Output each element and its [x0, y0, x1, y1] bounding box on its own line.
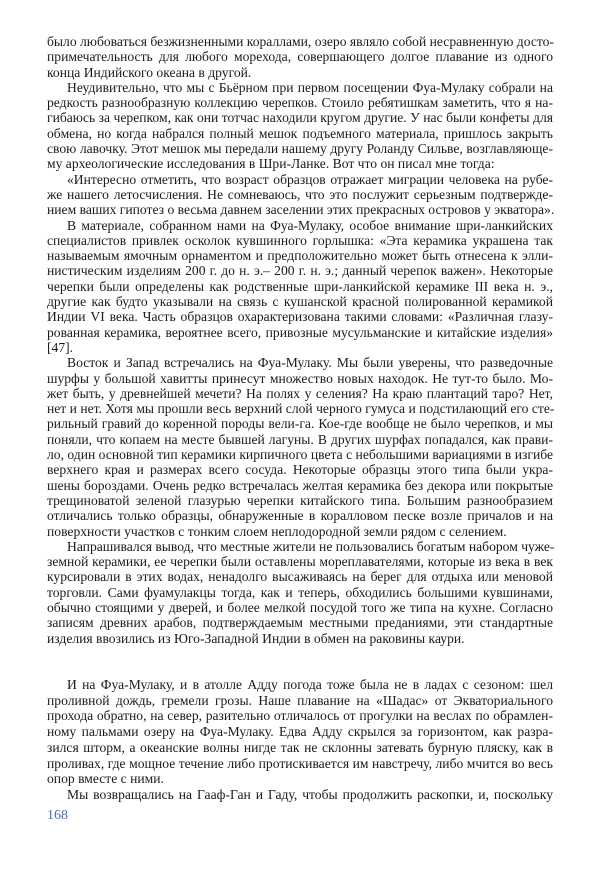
text-line: И на Фуа-Мулаку, и в атолле Адду погода тоже была не в ладах с сезоном: шел: [67, 677, 553, 692]
paragraph: [47, 677, 553, 787]
text-line: трещиноватой зеленой глазурью черепки китайского типа. Большим разнообразием: [47, 492, 553, 508]
text-line: конца Индийского океана в другой.: [47, 64, 252, 80]
text-line: прохода обратно, на север, разительно отличалось от прогулки на веслах по обрамлен-: [47, 708, 553, 724]
text-line: опор вместе с ними.: [47, 771, 164, 787]
page-number: 168: [47, 808, 68, 823]
text-line: черепки были определены как родственные шри-ланкийской керамике III века н. э.,: [47, 278, 553, 294]
text-line: примечательность для любого морехода, совершающего долгое плавание из одного: [47, 49, 553, 65]
text-line: обмена, но когда набрался полный мешок подъемного материала, пришлось закрыть: [47, 125, 553, 141]
paragraph: [47, 787, 553, 803]
text-line: нистическим изделиям 200 г. до н. э.– 200 г. н. э.; данный черепок важен». Некоторые: [47, 263, 553, 279]
paragraph: [47, 218, 553, 356]
text-line: свою лавочку. Этот мешок мы передали нашему другу Роланду Сильве, возглавляюще-: [47, 141, 553, 157]
text-line: жет быть, у древнейшей мечети? На полях у селения? На краю плантаций таро? Нет,: [47, 385, 553, 401]
text-line: редкость разнообразную коллекцию черепков. Стоило ребятишкам заметить, что я на-: [47, 95, 553, 111]
text-line: обычно стоящими у дверей, и более мелкой посудой того же типа на кухне. Согласно: [47, 599, 553, 615]
text-line: «Интересно отметить, что возраст образцов отражает миграции человека на рубе-: [67, 171, 553, 187]
text-line: Индии VI века. Часть образцов охарактеризована такими словами: «Различная глазу-: [47, 309, 553, 325]
text-line: было любоваться безжизненными кораллами, озеро являло собой несравненную досто-: [47, 34, 554, 49]
paragraph: [47, 34, 553, 80]
text-line: земной керамики, ее черепки были оставлены мореплавателями, которые из века в век: [47, 554, 553, 570]
text-line: проливной дождь, гремели грозы. Наше плавание на «Шадас» от Экваториального: [47, 692, 553, 708]
text-line: гибаюсь за черепком, как они тотчас находили кругом другие. У нас были конфеты для: [47, 110, 553, 126]
paragraph: [47, 355, 553, 539]
text-section-main: [47, 34, 553, 646]
text-line: нием ваших гипотез о весьма давнем заселении этих прекрасных островов у экватора».: [47, 202, 555, 218]
paragraph: [47, 539, 553, 646]
text-line: рованная керамика, вероятнее всего, привозные мусульманские и китайские изделия»: [47, 324, 553, 340]
text-line: нет и нет. Хотя мы прошли весь верхний слой черного гумуса и подстилающий его сте-: [47, 401, 555, 417]
text-line: поняли, что копаем на месте бывшей лагуны. В других шурфах попадался, как прави-: [47, 431, 553, 447]
text-line: курсировали в этих водах, ненадолго высаживаясь на берег для отдыха или меновой: [47, 569, 553, 585]
text-line: же нашего летосчисления. Не сомневаюсь, что это послужит серьезным подтвержде-: [47, 186, 553, 202]
text-line: изделия ввозились из Юго-Западной Индии в обмен на раковины каури.: [47, 630, 465, 646]
text-line: [47].: [47, 339, 74, 355]
text-line: шурфы у большой хавитты принесут множество новых находок. Не тут-то было. Мо-: [47, 370, 553, 386]
text-line: рильный гравий до коренной породы вели-га. Кое-где вообще не было черепков, и мы: [47, 416, 553, 432]
text-line: называемым ямочным орнаментом и предположительно может быть отнесена к элли-: [47, 248, 553, 264]
text-line: зился шторм, а океанские волны нигде так не склонны затевать бурную пляску, как в: [47, 739, 553, 755]
paragraph: [47, 80, 553, 172]
text-line: поверхности участков с тонким слоем неплодородной земли рядом с селением.: [47, 523, 507, 539]
text-line: В материале, собранном нами на Фуа-Мулаку, особое внимание шри-ланкийских: [67, 217, 553, 233]
text-section-voyage: [47, 677, 553, 803]
text-line: отличались только образцы, обнаруженные в коралловом песке возле причалов и на: [47, 508, 553, 524]
text-line: Восток и Запад встречались на Фуа-Мулаку. Мы были уверены, что разведочные: [67, 355, 553, 371]
text-line: му археологические исследования в Шри-Ланке. Вот что он писал мне тогда:: [47, 156, 495, 172]
text-line: Неудивительно, что мы с Бьёрном при первом посещении Фуа-Мулаку собрали на: [67, 79, 553, 95]
text-line: ло, один основной тип керамики кирпичного цвета с небольшими вариациями в изгибе: [47, 447, 553, 463]
text-line: ному пальмами озеру на Фуа-Мулаку. Едва Адду скрылся за горизонтом, как разра-: [47, 724, 553, 740]
text-line: специалистов привлек осколок кувшинного горлышка: «Эта керамика украшена так: [47, 232, 553, 248]
text-line: Напрашивался вывод, что местные жители не пользовались богатым набором чуже-: [67, 538, 555, 554]
paragraph: [47, 172, 553, 218]
text-line: торговли. Сами фуамулакцы тогда, как и теперь, обходились большими кувшинами,: [47, 584, 553, 600]
text-line: верхнего края и размерах всего сосуда. Некоторые образцы этого типа были укра-: [47, 462, 553, 478]
text-line: шены бороздами. Очень редко встречалась желтая керамика без декора или покрытые: [47, 477, 553, 493]
text-line: записям древних арабов, подтверждаемым местными преданиями, эти стандартные: [47, 615, 553, 631]
text-line: другие как будто указывали на связь с кушанской красной полированной керамикой: [47, 294, 553, 310]
text-line: Мы возвращались на Гааф-Ган и Гаду, чтобы продолжить раскопки, и, поскольку: [67, 786, 553, 802]
text-line: проливах, где мощное течение либо протискивается им навстречу, либо мчится во весь: [47, 755, 553, 771]
